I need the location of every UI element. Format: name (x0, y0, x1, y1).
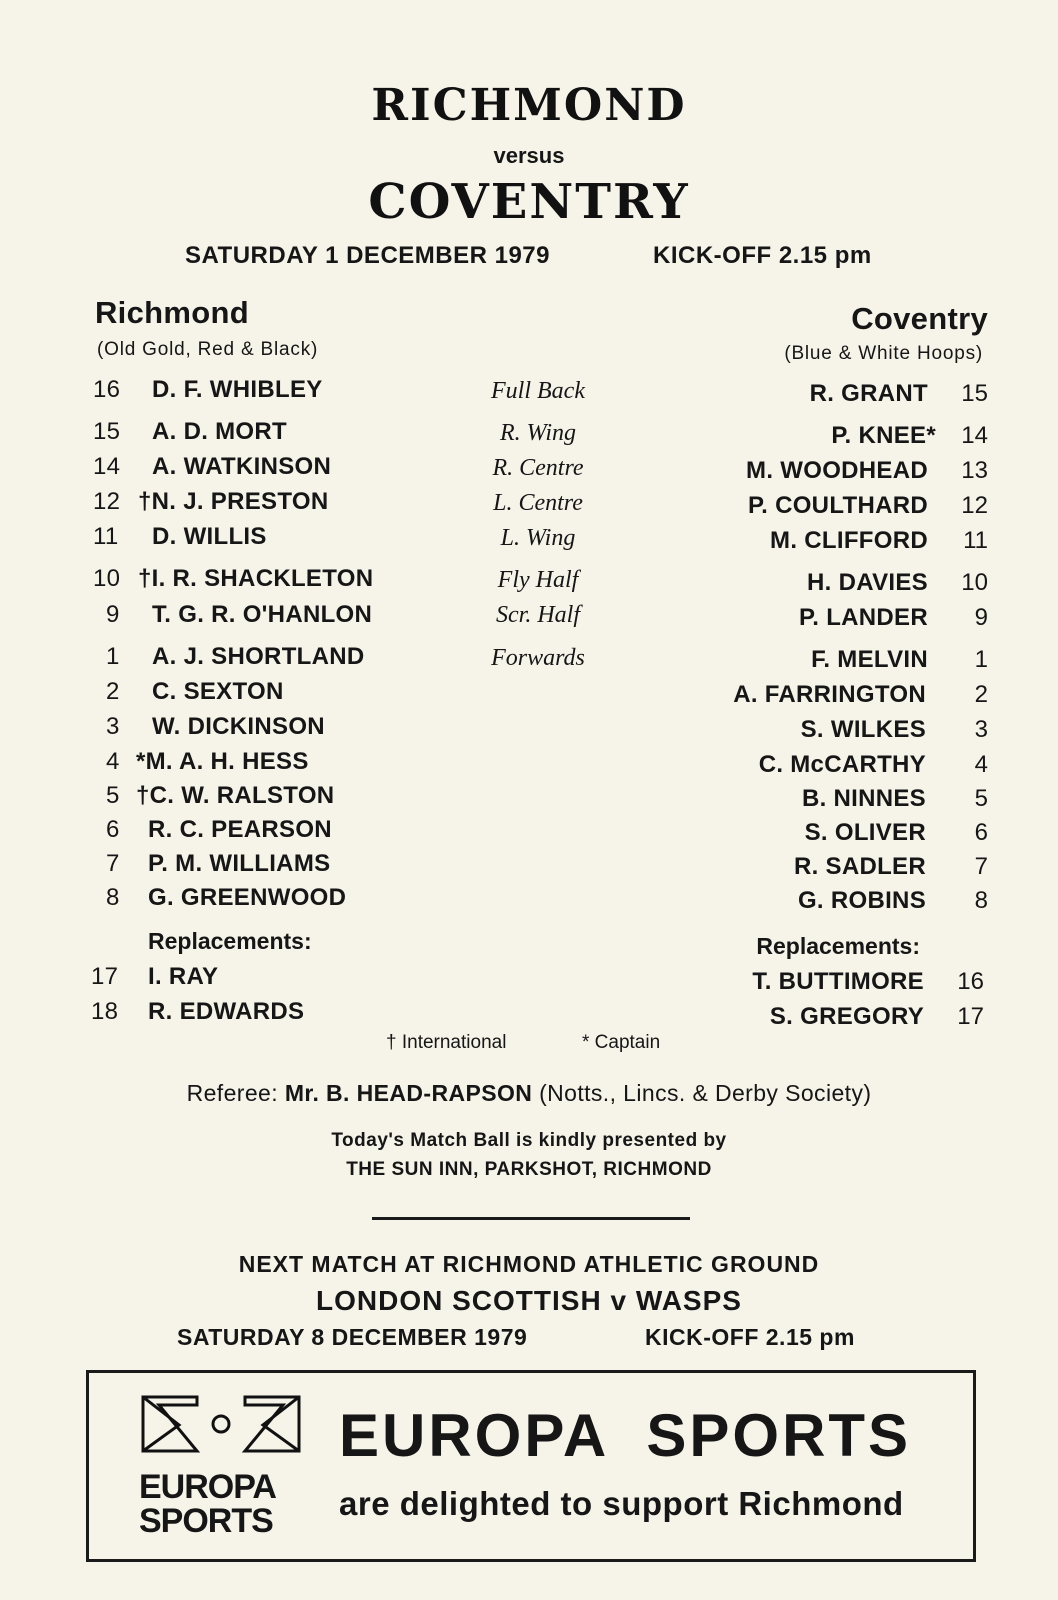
away-replacement-name: T. BUTTIMORE (752, 968, 924, 995)
away-player-name: M. WOODHEAD (746, 457, 928, 484)
home-player-number: 12 (93, 488, 121, 515)
referee-line (0, 1080, 1058, 1107)
home-player-name: †C. W. RALSTON (136, 782, 335, 809)
position-label: Full Back (491, 378, 585, 404)
away-player-name: M. CLIFFORD (770, 527, 928, 554)
home-player-name: *M. A. H. HESS (136, 748, 309, 775)
away-team-name: Coventry (851, 301, 988, 336)
home-player-name: R. C. PEARSON (148, 816, 332, 843)
away-team-title: COVENTRY (368, 174, 690, 230)
home-replacement-number: 18 (91, 998, 119, 1025)
home-replacements-label: Replacements: (148, 928, 312, 954)
away-replacements-label: Replacements: (756, 933, 920, 959)
home-player-name: T. G. R. O'HANLON (152, 601, 373, 628)
next-match-fixture: LONDON SCOTTISH v WASPS (316, 1285, 742, 1316)
away-player-name: P. COULTHARD (747, 492, 928, 519)
away-player-name: R. GRANT (809, 380, 928, 407)
position-label: L. Centre (493, 490, 583, 516)
home-player-name: A. WATKINSON (152, 453, 332, 480)
home-player-name: A. J. SHORTLAND (152, 643, 365, 670)
home-player-number: 15 (93, 418, 121, 445)
home-player-number: 8 (106, 884, 120, 911)
away-player-name: P. KNEE* (831, 422, 936, 449)
position-label: R. Centre (492, 455, 584, 481)
away-player-number: 14 (961, 422, 988, 449)
home-player-number: 4 (106, 748, 120, 775)
home-player-number: 10 (93, 565, 121, 592)
away-player-name: R. SADLER (793, 853, 926, 880)
home-player-number: 9 (106, 601, 120, 628)
match-ball-line1: Today's Match Ball is kindly presented by (331, 1130, 727, 1151)
away-player-number: 5 (974, 785, 988, 812)
away-player-name: B. NINNES (801, 785, 926, 812)
home-player-number: 7 (106, 850, 120, 877)
home-player-number: 11 (93, 523, 119, 550)
away-player-name: H. DAVIES (807, 569, 928, 596)
home-player-number: 2 (106, 678, 120, 705)
advert-headline: EUROPA SPORTS (339, 1402, 912, 1469)
home-player-number: 14 (93, 453, 121, 480)
away-player-number: 15 (961, 380, 988, 407)
next-match-kickoff: KICK-OFF 2.15 pm (645, 1324, 855, 1350)
logo-text-line2: SPORTS (139, 1502, 273, 1540)
match-date: SATURDAY 1 DECEMBER 1979 (185, 242, 551, 269)
logo-text-line1: EUROPA (139, 1468, 276, 1506)
home-player-number: 1 (106, 643, 120, 670)
away-team-colours: (Blue & White Hoops) (784, 343, 983, 364)
referee-label: Referee: (186, 1080, 279, 1106)
away-player-number: 9 (974, 604, 988, 631)
position-label: R. Wing (500, 420, 576, 446)
position-label: Forwards (491, 645, 585, 671)
away-player-name: G. ROBINS (797, 887, 926, 914)
home-player-name: †I. R. SHACKLETON (138, 565, 374, 592)
home-player-number: 5 (106, 782, 120, 809)
away-player-number: 3 (974, 716, 988, 743)
away-replacement-name: S. GREGORY (769, 1003, 924, 1030)
away-player-name: F. MELVIN (811, 646, 928, 673)
divider-rule (372, 1217, 690, 1220)
home-player-name: P. M. WILLIAMS (148, 850, 331, 877)
home-player-name: W. DICKINSON (152, 713, 325, 740)
legend-international: † International (386, 1032, 507, 1053)
home-player-number: 6 (106, 816, 120, 843)
home-player-name: D. WILLIS (152, 523, 267, 550)
away-replacement-number: 17 (957, 1003, 984, 1030)
away-player-number: 4 (974, 751, 988, 778)
away-player-number: 10 (961, 569, 988, 596)
position-label: L. Wing (500, 525, 576, 551)
home-player-number: 3 (106, 713, 120, 740)
kickoff-time: KICK-OFF 2.15 pm (653, 242, 872, 269)
home-player-name: G. GREENWOOD (148, 884, 347, 911)
next-match-date: SATURDAY 8 DECEMBER 1979 (177, 1324, 528, 1350)
home-replacement-name: R. EDWARDS (148, 998, 305, 1025)
home-player-name: †N. J. PRESTON (138, 488, 329, 515)
position-label: Scr. Half (496, 602, 580, 628)
away-player-number: 6 (974, 819, 988, 846)
away-replacement-number: 16 (957, 968, 984, 995)
away-player-number: 11 (963, 527, 988, 554)
away-player-number: 1 (974, 646, 988, 673)
away-player-name: S. WILKES (800, 716, 926, 743)
advert-tagline: are delighted to support Richmond (339, 1485, 904, 1522)
home-team-name: Richmond (95, 295, 249, 330)
legend-captain: * Captain (582, 1032, 661, 1053)
away-player-name: C. McCARTHY (758, 751, 926, 778)
away-player-number: 12 (961, 492, 988, 519)
referee-name: Mr. B. HEAD-RAPSON (284, 1080, 533, 1106)
europa-sports-logo-icon (139, 1391, 303, 1461)
away-player-name: P. LANDER (799, 604, 928, 631)
away-player-number: 2 (974, 681, 988, 708)
home-player-name: C. SEXTON (152, 678, 284, 705)
home-team-title: RICHMOND (371, 80, 687, 131)
home-team-colours: (Old Gold, Red & Black) (97, 339, 319, 360)
match-ball-line2: THE SUN INN, PARKSHOT, RICHMOND (346, 1159, 712, 1180)
away-player-name: S. OLIVER (804, 819, 926, 846)
next-match-heading: NEXT MATCH AT RICHMOND ATHLETIC GROUND (238, 1251, 820, 1277)
referee-society: (Notts., Lincs. & Derby Society) (539, 1080, 872, 1106)
away-player-number: 8 (974, 887, 988, 914)
versus-label: versus (493, 143, 565, 168)
away-player-number: 13 (961, 457, 988, 484)
home-replacement-number: 17 (91, 963, 119, 990)
position-label: Fly Half (497, 567, 579, 593)
europa-sports-advert (86, 1370, 976, 1562)
away-player-name: A. FARRINGTON (733, 681, 926, 708)
home-player-name: D. F. WHIBLEY (152, 376, 323, 403)
away-player-number: 7 (974, 853, 988, 880)
home-player-name: A. D. MORT (152, 418, 287, 445)
home-player-number: 16 (93, 376, 121, 403)
home-replacement-name: I. RAY (148, 963, 219, 990)
